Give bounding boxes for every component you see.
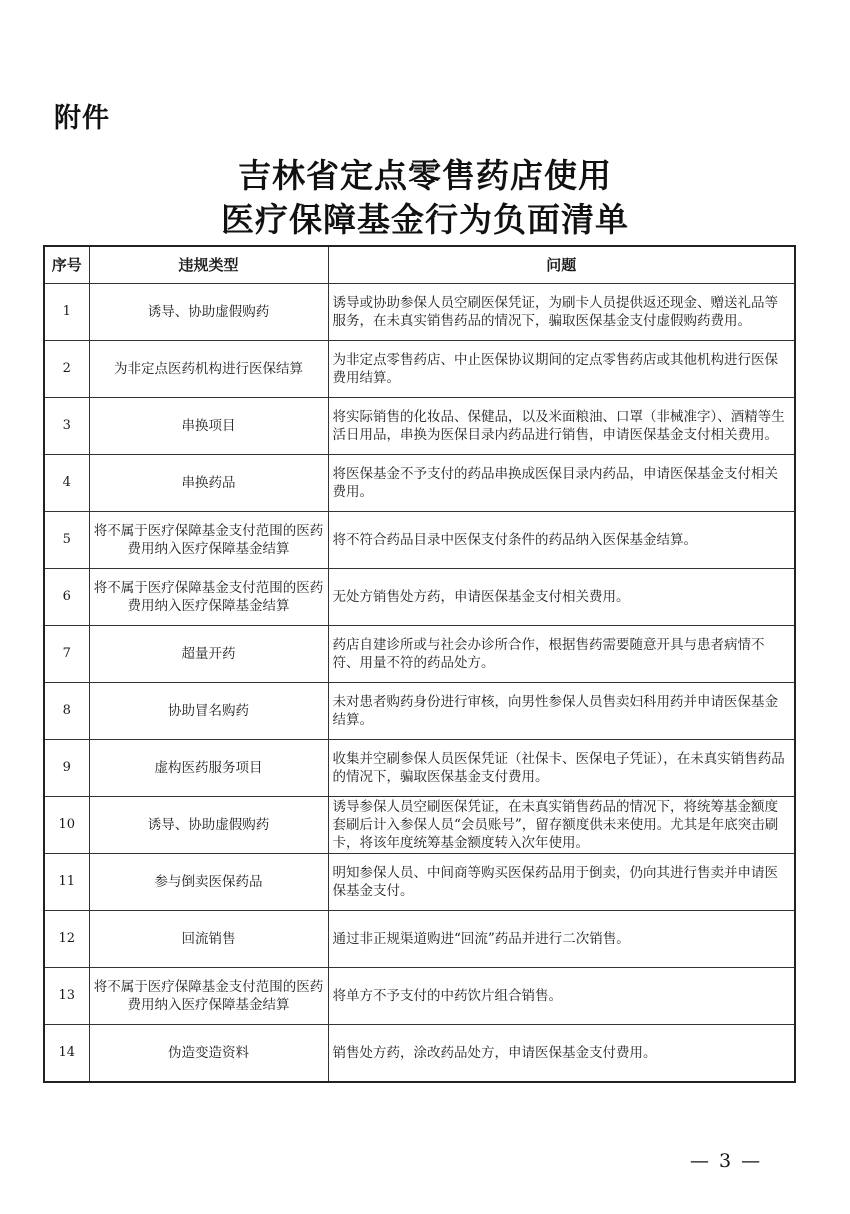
row-violation-type: 将不属于医疗保障基金支付范围的医药费用纳入医疗保障基金结算 (89, 968, 328, 1025)
row-issue: 药店自建诊所或与社会办诊所合作，根据售药需要随意开具与患者病情不符、用量不符的药品处方。 (328, 626, 795, 683)
row-violation-type: 回流销售 (89, 911, 328, 968)
row-number: 11 (44, 854, 89, 911)
document-title-line-2: 医疗保障基金行为负面清单 (221, 200, 629, 239)
row-issue: 销售处方药，涂改药品处方，申请医保基金支付费用。 (328, 1025, 795, 1082)
row-number: 2 (44, 341, 89, 398)
table-row (44, 626, 795, 683)
row-issue: 将单方不予支付的中药饮片组合销售。 (328, 968, 795, 1025)
row-issue: 将不符合药品目录中医保支付条件的药品纳入医保基金结算。 (328, 512, 795, 569)
row-violation-type: 协助冒名购药 (89, 683, 328, 740)
row-violation-type: 为非定点医药机构进行医保结算 (89, 341, 328, 398)
table-row (44, 398, 795, 455)
table-header-row (44, 246, 795, 284)
attachment-label: 附件 (54, 103, 110, 134)
table-row (44, 512, 795, 569)
table-row (44, 740, 795, 797)
row-violation-type: 串换项目 (89, 398, 328, 455)
row-number: 6 (44, 569, 89, 626)
table-row (44, 797, 795, 854)
table-row (44, 1025, 795, 1082)
table-row (44, 854, 795, 911)
row-issue: 明知参保人员、中间商等购买医保药品用于倒卖，仍向其进行售卖并申请医保基金支付。 (328, 854, 795, 911)
table-row (44, 968, 795, 1025)
row-violation-type: 将不属于医疗保障基金支付范围的医药费用纳入医疗保障基金结算 (89, 569, 328, 626)
row-violation-type: 将不属于医疗保障基金支付范围的医药费用纳入医疗保障基金结算 (89, 512, 328, 569)
row-number: 5 (44, 512, 89, 569)
row-issue: 诱导或协助参保人员空刷医保凭证，为刷卡人员提供返还现金、赠送礼品等服务，在未真实销售药品的情况下，骗取医保基金支付虚假购药费用。 (328, 284, 795, 341)
row-violation-type: 串换药品 (89, 455, 328, 512)
row-number: 13 (44, 968, 89, 1025)
row-issue: 收集并空刷参保人员医保凭证（社保卡、医保电子凭证），在未真实销售药品的情况下，骗取医保基金支付费用。 (328, 740, 795, 797)
row-issue: 无处方销售处方药，申请医保基金支付相关费用。 (328, 569, 795, 626)
row-number: 7 (44, 626, 89, 683)
header-issue: 问题 (328, 246, 795, 284)
row-violation-type: 伪造变造资料 (89, 1025, 328, 1082)
row-violation-type: 诱导、协助虚假购药 (89, 797, 328, 854)
table-row (44, 455, 795, 512)
row-violation-type: 虚构医药服务项目 (89, 740, 328, 797)
document-title-line-1: 吉林省定点零售药店使用 (238, 156, 612, 195)
table-row (44, 683, 795, 740)
page-number: — 3 — (690, 1150, 763, 1172)
row-violation-type: 诱导、协助虚假购药 (89, 284, 328, 341)
table-row (44, 569, 795, 626)
row-number: 1 (44, 284, 89, 341)
row-number: 3 (44, 398, 89, 455)
header-violation-type: 违规类型 (89, 246, 328, 284)
row-number: 14 (44, 1025, 89, 1082)
row-issue: 诱导参保人员空刷医保凭证，在未真实销售药品的情况下，将统筹基金额度套刷后计入参保人员“会员账号”，留存额度供未来使用。尤其是年底突击刷卡，将该年度统筹基金额度转入次年使用。 (328, 797, 795, 854)
row-issue: 通过非正规渠道购进“回流”药品并进行二次销售。 (328, 911, 795, 968)
row-number: 8 (44, 683, 89, 740)
row-violation-type: 超量开药 (89, 626, 328, 683)
row-issue: 将医保基金不予支付的药品串换成医保目录内药品，申请医保基金支付相关费用。 (328, 455, 795, 512)
row-number: 12 (44, 911, 89, 968)
row-issue: 将实际销售的化妆品、保健品，以及米面粮油、口罩（非械准字）、酒精等生活日用品，串换为医保目录内药品进行销售，申请医保基金支付相关费用。 (328, 398, 795, 455)
negative-list-table (43, 245, 796, 1083)
row-number: 9 (44, 740, 89, 797)
table-row (44, 284, 795, 341)
row-issue: 为非定点零售药店、中止医保协议期间的定点零售药店或其他机构进行医保费用结算。 (328, 341, 795, 398)
row-number: 4 (44, 455, 89, 512)
table-row (44, 911, 795, 968)
row-issue: 未对患者购药身份进行审核，向男性参保人员售卖妇科用药并申请医保基金结算。 (328, 683, 795, 740)
header-serial-number: 序号 (44, 246, 89, 284)
row-violation-type: 参与倒卖医保药品 (89, 854, 328, 911)
row-number: 10 (44, 797, 89, 854)
table-row (44, 341, 795, 398)
